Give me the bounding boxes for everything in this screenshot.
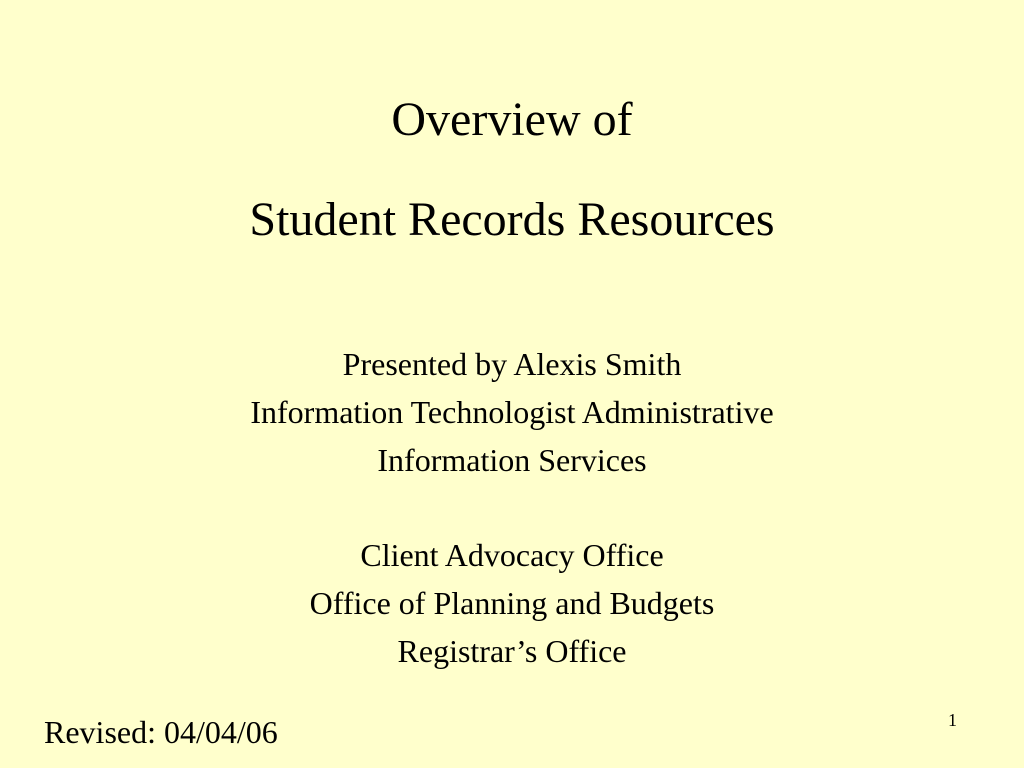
presenter-info [0, 340, 1024, 484]
slide-title-line-1: Overview of [391, 93, 633, 146]
slide-title-line-2: Student Records Resources [249, 193, 775, 246]
presenter-title: Information Technologist Administrative [250, 394, 774, 430]
revised-date: Revised: 04/04/06 [44, 714, 278, 750]
office-item-planning-budgets: Office of Planning and Budgets [309, 585, 715, 621]
presenter-department: Information Services [377, 442, 647, 478]
presenter-name: Presented by Alexis Smith [342, 346, 682, 382]
office-list [0, 531, 1024, 675]
office-item-registrar: Registrar’s Office [397, 633, 627, 669]
slide-number: 1 [948, 710, 957, 730]
office-item-client-advocacy: Client Advocacy Office [360, 537, 664, 573]
